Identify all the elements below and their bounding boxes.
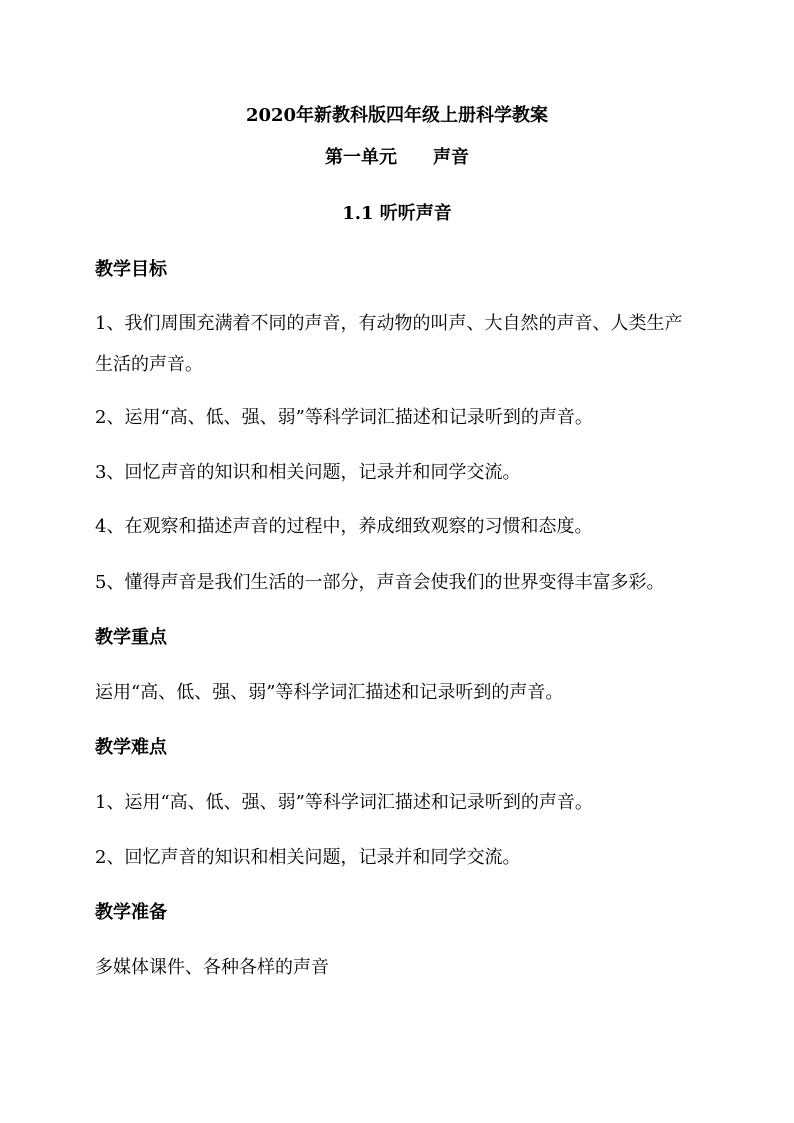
difficulty-item: 1、运用“高、低、强、弱”等科学词汇描述和记录听到的声音。 — [95, 792, 593, 813]
objective-item: 5、懂得声音是我们生活的一部分，声音会使我们的世界变得丰富多彩。 — [95, 572, 665, 593]
unit-number: 第一单元 — [325, 147, 397, 168]
objective-item: 2、运用“高、低、强、弱”等科学词汇描述和记录听到的声音。 — [95, 407, 593, 428]
key-points-heading: 教学重点 — [95, 627, 167, 648]
preparation-text: 多媒体课件、各种各样的声音 — [95, 957, 329, 978]
difficulty-item: 2、回忆声音的知识和相关问题，记录并和同学交流。 — [95, 847, 521, 868]
preparation-heading: 教学准备 — [95, 902, 167, 923]
objective-item: 4、在观察和描述声音的过程中，养成细致观察的习惯和态度。 — [95, 516, 593, 537]
difficulties-heading: 教学难点 — [95, 737, 167, 758]
document-title: 2020年新教科版四年级上册科学教案 — [245, 105, 549, 126]
objectives-heading: 教学目标 — [95, 259, 167, 280]
unit-name: 声音 — [433, 147, 469, 168]
objective-item: 生活的声音。 — [95, 354, 203, 375]
objective-item: 1、我们周围充满着不同的声音，有动物的叫声、大自然的声音、人类生产 — [95, 313, 683, 334]
unit-heading — [0, 146, 794, 170]
key-points-text: 运用“高、低、强、弱”等科学词汇描述和记录听到的声音。 — [95, 682, 564, 703]
lesson-title: 1.1 听听声音 — [342, 203, 452, 224]
objective-item: 3、回忆声音的知识和相关问题，记录并和同学交流。 — [95, 462, 521, 483]
